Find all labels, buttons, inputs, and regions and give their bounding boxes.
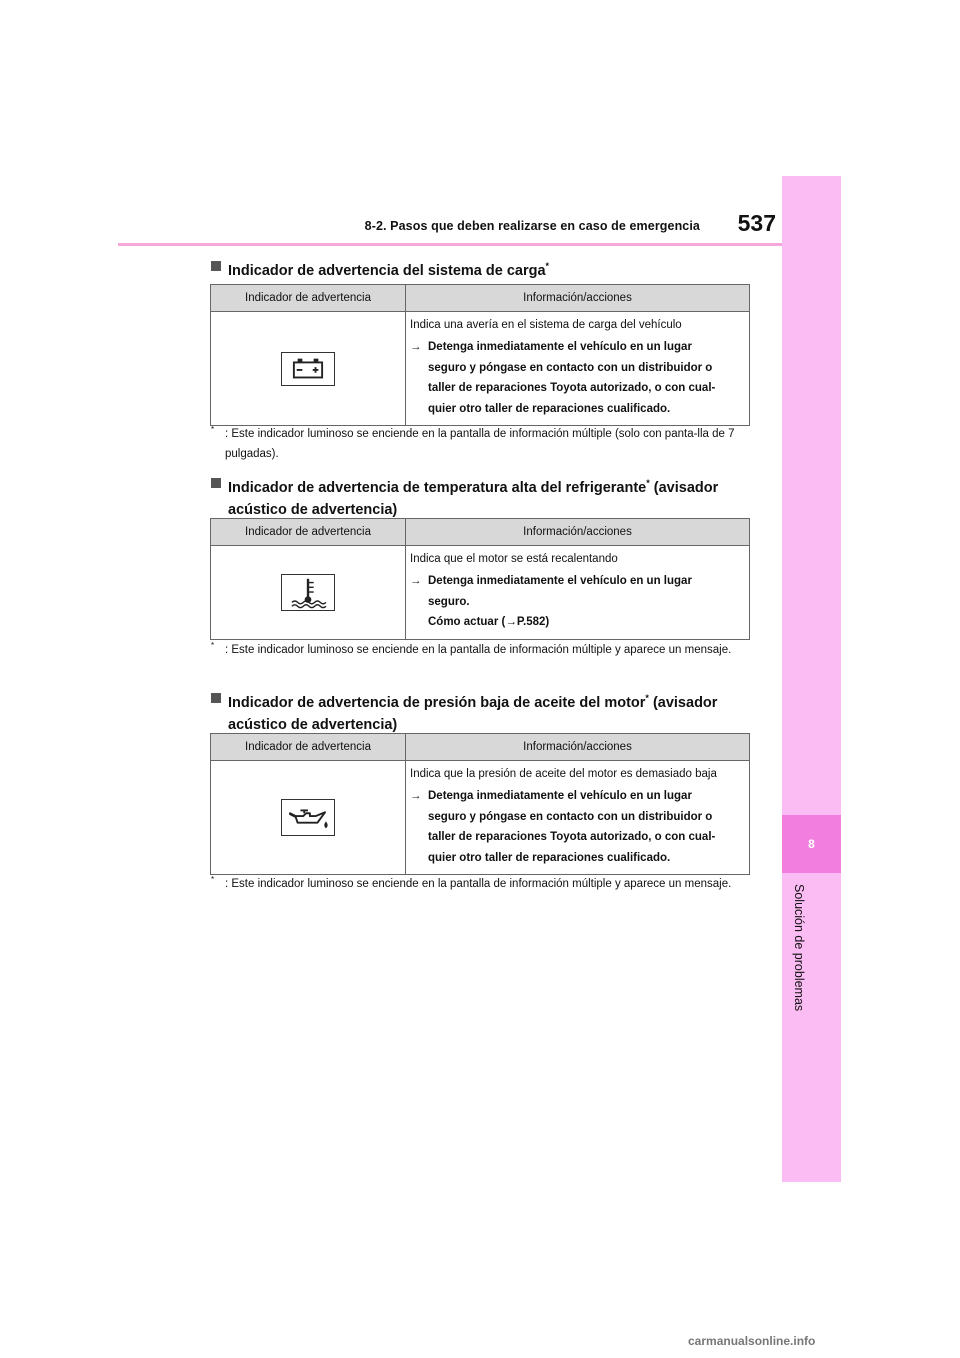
heading-bullet-icon <box>211 693 221 703</box>
chapter-side-tab <box>782 176 841 1182</box>
column-header-indicator: Indicador de advertencia <box>211 285 406 312</box>
info-cell <box>406 761 750 875</box>
indicator-cell <box>211 546 406 640</box>
footnote: * : Este indicador luminoso se enciende en la pantalla de información múltiple y aparece un mensaje. <box>211 875 732 890</box>
battery-icon <box>281 352 335 386</box>
indicator-cell <box>211 761 406 875</box>
footnote: * : Este indicador luminoso se enciende en la pantalla de información múltiple y aparece un mensaje. <box>211 641 732 656</box>
action-text: → Detenga inmediatamente el vehículo en un lugar seguro y póngase en contacto con un distribuidor o taller de reparaciones Toyota autorizado, o con cual- quier otro taller de reparaciones cualificado. <box>410 341 716 415</box>
header-rule <box>118 243 782 246</box>
watermark: carmanualsonline.info <box>688 1334 816 1348</box>
section-heading-charging: Indicador de advertencia del sistema de carga* <box>211 255 756 282</box>
page-number: 537 <box>737 210 776 236</box>
section-title: 8-2. Pasos que deben realizarse en caso de emergencia <box>364 219 700 233</box>
action-text: → Detenga inmediatamente el vehículo en un lugar seguro y póngase en contacto con un distribuidor o taller de reparaciones Toyota autorizado, o con cual- quier otro taller de reparaciones cualificado. <box>410 790 716 864</box>
warning-table-oil-pressure <box>210 733 750 875</box>
warning-table-coolant <box>210 518 750 640</box>
coolant-temperature-icon <box>281 574 335 611</box>
section-heading-oil-pressure: Indicador de advertencia de presión baja de aceite del motor* (avisador acústico de advertencia) <box>211 687 756 736</box>
chapter-number-tab[interactable]: 8 <box>782 815 841 873</box>
heading-bullet-icon <box>211 478 221 488</box>
indicator-cell <box>211 312 406 426</box>
footnote: * : Este indicador luminoso se enciende en la pantalla de información múltiple (solo con panta-lla de 7 pulgadas). <box>211 425 735 460</box>
oil-pressure-icon <box>281 799 335 836</box>
info-text: Indica que el motor se está recalentando <box>410 553 618 565</box>
info-text: Indica una avería en el sistema de carga del vehículo <box>410 319 682 331</box>
info-cell <box>406 546 750 640</box>
heading-bullet-icon <box>211 261 221 271</box>
info-text: Indica que la presión de aceite del motor es demasiado baja <box>410 768 717 780</box>
chapter-title: Solución de problemas <box>792 884 806 1012</box>
info-cell <box>406 312 750 426</box>
column-header-info: Información/acciones <box>406 734 750 761</box>
section-heading-coolant: Indicador de advertencia de temperatura alta del refrigerante* (avisador acústico de advertencia) <box>211 472 756 521</box>
column-header-info: Información/acciones <box>406 285 750 312</box>
column-header-indicator: Indicador de advertencia <box>211 519 406 546</box>
column-header-info: Información/acciones <box>406 519 750 546</box>
column-header-indicator: Indicador de advertencia <box>211 734 406 761</box>
action-text: → Detenga inmediatamente el vehículo en un lugar seguro. Cómo actuar (→P.582) <box>410 575 692 628</box>
warning-table-charging <box>210 284 750 426</box>
